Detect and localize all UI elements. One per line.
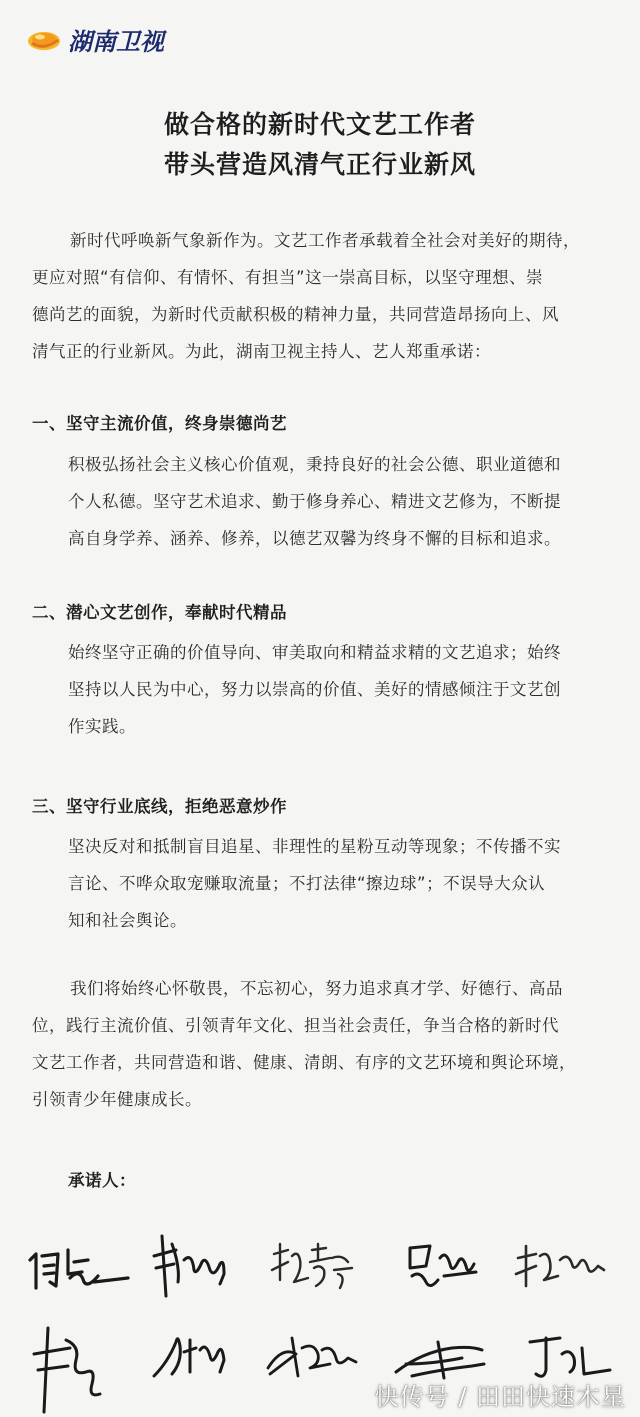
watermark-text: 快传号 / 田田快速木星 <box>374 1383 626 1411</box>
section-1-line: 高自身学养、涵养、修养，以德艺双馨为终身不懈的目标和追求。 <box>68 529 561 548</box>
mango-logo-icon <box>26 25 66 55</box>
document-title-line-1: 做合格的新时代文艺工作者 <box>163 110 476 139</box>
promisor-label: 承诺人： <box>68 1171 136 1190</box>
signature-5 <box>510 1240 610 1294</box>
closing-line: 位，践行主流价值、引领青年文化、担当社会责任，争当合格的新时代 <box>32 1016 559 1035</box>
signature-8 <box>262 1328 362 1384</box>
section-1-heading: 一、坚守主流价值，终身崇德尚艺 <box>32 414 287 433</box>
intro-line: 新时代呼唤新气象新作为。文艺工作者承载着全社会对美好的期待， <box>70 231 580 250</box>
closing-line: 我们将始终心怀敬畏，不忘初心，努力追求真才学、好德行、高品 <box>70 979 563 998</box>
signature-1 <box>24 1238 134 1298</box>
signature-6 <box>30 1320 110 1417</box>
signature-3 <box>268 1240 358 1296</box>
section-1-body <box>68 446 620 557</box>
intro-line: 更应对照“有信仰、有情怀、有担当”这一崇高目标，以坚守理想、崇 <box>32 268 544 287</box>
section-3-line: 知和社会舆论。 <box>68 911 187 930</box>
section-2-body <box>68 634 620 745</box>
section-1-line: 积极弘扬社会主义核心价值观，秉持良好的社会公德、职业道德和 <box>68 455 561 474</box>
closing-line: 引领青少年健康成长。 <box>32 1090 202 1109</box>
closing-paragraph <box>32 970 632 1118</box>
signature-4 <box>404 1236 480 1298</box>
section-2-line: 始终坚守正确的价值导向、审美取向和精益求精的文艺追求；始终 <box>68 643 561 662</box>
section-3-heading: 三、坚守行业底线，拒绝恶意炒作 <box>32 797 287 816</box>
intro-line: 德尚艺的面貌，为新时代贡献积极的精神力量，共同营造昂扬向上、风 <box>32 305 559 324</box>
intro-line: 清气正的行业新风。为此，湖南卫视主持人、艺人郑重承诺： <box>32 342 491 361</box>
closing-line: 文艺工作者，共同营造和谐、健康、清朗、有序的文艺环境和舆论环境， <box>32 1053 576 1072</box>
section-3-body <box>68 828 620 939</box>
signature-7 <box>150 1322 230 1388</box>
section-2-line: 坚持以人民为中心，努力以崇高的价值、美好的情感倾注于文艺创 <box>68 680 561 699</box>
signature-2 <box>150 1226 230 1306</box>
logo-text: 湖南卫视 <box>68 28 164 56</box>
section-2-line: 作实践。 <box>68 717 136 736</box>
section-3-line: 言论、不哗众取宠赚取流量；不打法律“擦边球”；不误导大众认 <box>68 874 546 893</box>
section-2-heading: 二、潜心文艺创作，奉献时代精品 <box>32 603 287 622</box>
station-logo <box>26 22 164 57</box>
document-title-line-2: 带头营造风清气正行业新风 <box>163 150 476 179</box>
section-1-line: 个人私德。坚守艺术追求、勤于修身养心、精进文艺修为，不断提 <box>68 492 561 511</box>
intro-paragraph <box>32 222 632 370</box>
section-3-line: 坚决反对和抵制盲目追星、非理性的星粉互动等现象；不传播不实 <box>68 837 561 856</box>
